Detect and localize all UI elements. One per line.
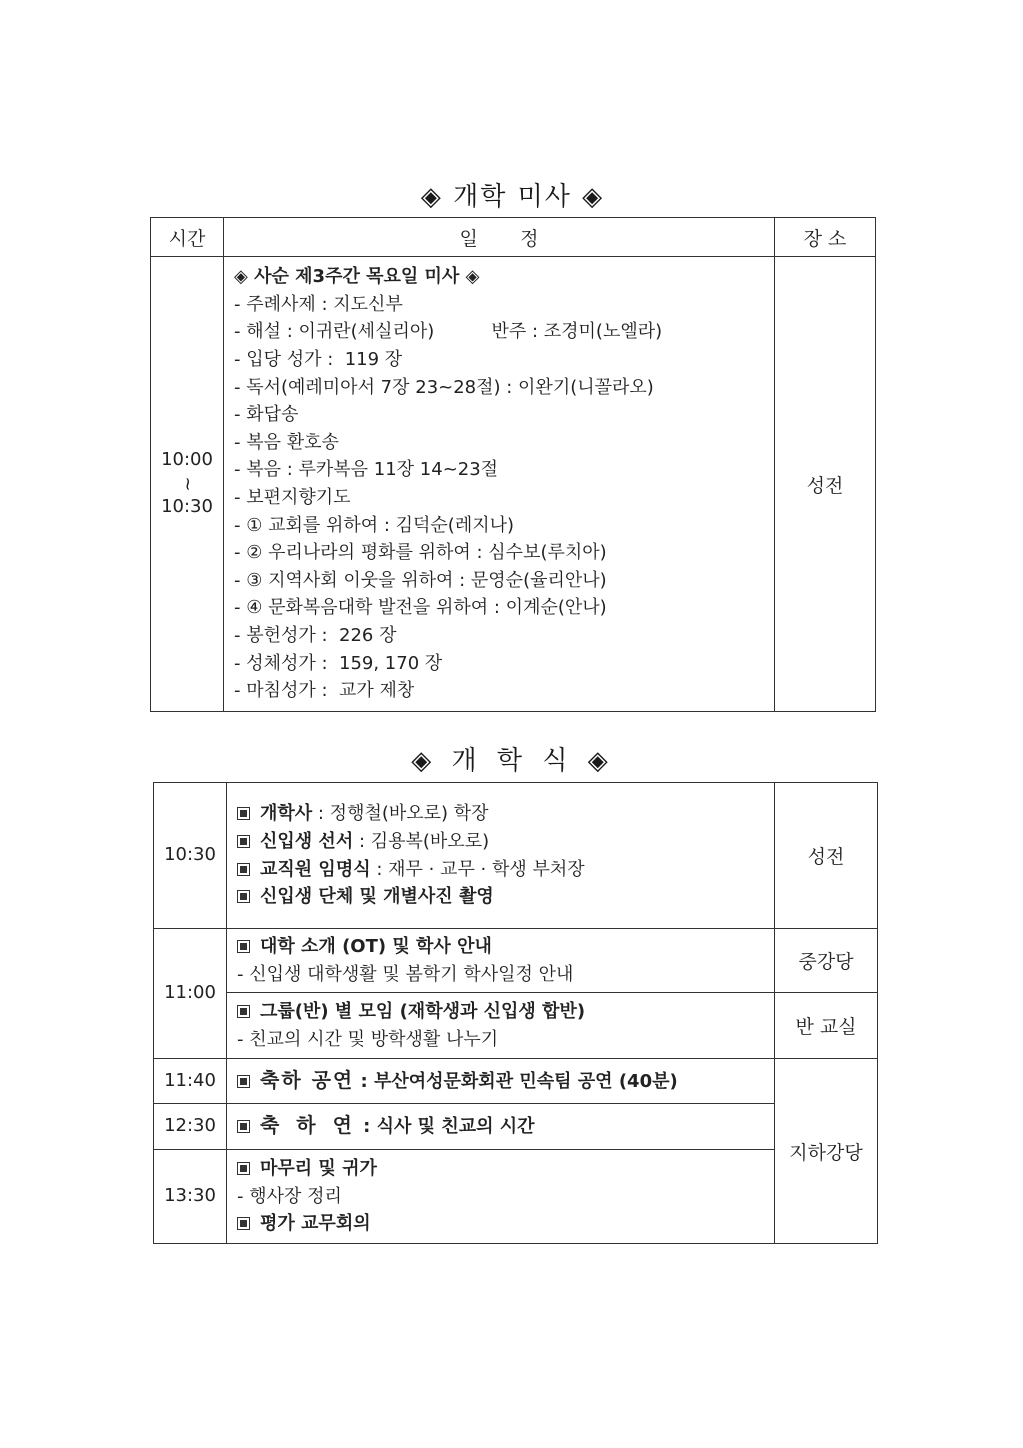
time-start: 10:00 — [161, 449, 213, 471]
item-label: 신입생 단체 및 개별사진 촬영 — [260, 886, 494, 908]
section1-title: ◈ 개학 미사 ◈ — [420, 182, 605, 212]
checkbox-bullet-icon — [237, 807, 250, 820]
time-cell — [151, 257, 224, 712]
table-row — [151, 257, 876, 712]
list-item: - ④ 문화복음대학 발전을 위하여 : 이계순(안나) — [234, 597, 607, 619]
table-row — [154, 783, 878, 929]
place-cell: 중강당 — [775, 929, 878, 993]
checkbox-bullet-icon — [237, 863, 250, 876]
list-item: - 복음 환호송 — [234, 431, 339, 453]
checkbox-bullet-icon — [237, 1005, 250, 1018]
list-item: - 해설 : 이귀란(세실리아) 반주 : 조경미(노엘라) — [234, 321, 663, 343]
checkbox-bullet-icon — [237, 1162, 250, 1175]
list-item: - 입당 성가 : 119 장 — [234, 349, 403, 371]
table-header-row — [151, 218, 876, 257]
checkbox-bullet-icon — [237, 1120, 250, 1133]
time-end: 10:30 — [161, 496, 213, 518]
banquet-item — [227, 1104, 775, 1150]
table-row — [154, 1104, 878, 1150]
mass-lines — [224, 257, 775, 712]
time-cell: 12:30 — [154, 1104, 227, 1150]
list-item: - 봉헌성가 : 226 장 — [234, 624, 397, 646]
header-place: 장 소 — [775, 218, 876, 257]
item-label: 마무리 및 귀가 — [260, 1158, 377, 1180]
time-cell: 11:00 — [154, 929, 227, 1059]
place-cell: 반 교실 — [775, 993, 878, 1059]
table-row — [154, 1059, 878, 1104]
table-row — [154, 929, 878, 993]
item-label: 축 하 연 — [260, 1113, 357, 1138]
item-text: : 정행철(바오로) 학장 — [312, 803, 489, 825]
place-cell: 지하강당 — [775, 1059, 878, 1244]
item-label: 개학사 — [260, 803, 313, 825]
item-text: : 김용복(바오로) — [353, 830, 490, 852]
item-text: : 부산여성문화회관 민속팀 공연 (40분) — [354, 1070, 678, 1092]
checkbox-bullet-icon — [237, 1217, 250, 1230]
item-text: : 재무 · 교무 · 학생 부처장 — [370, 858, 585, 880]
header-time: 시간 — [151, 218, 224, 257]
header-schedule: 일 정 — [224, 218, 775, 257]
place-cell: 성전 — [775, 257, 876, 712]
ceremony-table — [153, 782, 878, 1244]
time-cell: 11:40 — [154, 1059, 227, 1104]
time-cell: 10:30 — [154, 783, 227, 929]
item-label: 평가 교무회의 — [260, 1213, 371, 1235]
item-label: 교직원 임명식 — [260, 858, 371, 880]
group-items — [227, 993, 775, 1059]
item-sub: - 친교의 시간 및 방학생활 나누기 — [237, 1028, 499, 1050]
item-label: 대학 소개 (OT) 및 학사 안내 — [260, 935, 492, 957]
ot-items — [227, 929, 775, 993]
item-sub: - 행사장 정리 — [237, 1185, 342, 1207]
list-item: - 성체성가 : 159, 170 장 — [234, 652, 443, 674]
list-item: - 보편지향기도 — [234, 487, 351, 508]
list-item: - 마침성가 : 교가 제창 — [234, 680, 415, 702]
closing-items — [227, 1150, 775, 1244]
list-item: - 복음 : 루카복음 11장 14~23절 — [234, 459, 499, 481]
time-tilde: ~ — [177, 476, 199, 492]
checkbox-bullet-icon — [237, 940, 250, 953]
time-cell: 13:30 — [154, 1150, 227, 1244]
item-text: : 식사 및 친교의 시간 — [356, 1116, 535, 1138]
item-label: 축하 공연 — [260, 1067, 355, 1092]
checkbox-bullet-icon — [237, 1075, 250, 1088]
list-item: - ① 교회를 위하여 : 김덕순(레지나) — [234, 514, 515, 536]
item-label: 그룹(반) 별 모임 (재학생과 신입생 합반) — [260, 1000, 586, 1022]
table-row — [154, 1150, 878, 1244]
performance-item — [227, 1059, 775, 1104]
opening-items — [227, 783, 775, 929]
item-sub: - 신입생 대학생활 및 봄학기 학사일정 안내 — [237, 963, 574, 985]
list-item: - ③ 지역사회 이웃을 위하여 : 문영순(율리안나) — [234, 569, 607, 591]
place-cell: 성전 — [775, 783, 878, 929]
list-item: - 화답송 — [234, 404, 299, 426]
mass-title: ◈ 사순 제3주간 목요일 미사 ◈ — [234, 266, 480, 288]
list-item: - 주례사제 : 지도신부 — [234, 293, 403, 315]
section2-title: ◈ 개 학 식 ◈ — [411, 746, 614, 776]
checkbox-bullet-icon — [237, 835, 250, 848]
mass-schedule-table — [150, 217, 876, 712]
list-item: - ② 우리나라의 평화를 위하여 : 심수보(루치아) — [234, 542, 607, 564]
table-row — [154, 993, 878, 1059]
list-item: - 독서(예레미아서 7장 23~28절) : 이완기(니꼴라오) — [234, 376, 654, 398]
item-label: 신입생 선서 — [260, 830, 354, 852]
checkbox-bullet-icon — [237, 890, 250, 903]
